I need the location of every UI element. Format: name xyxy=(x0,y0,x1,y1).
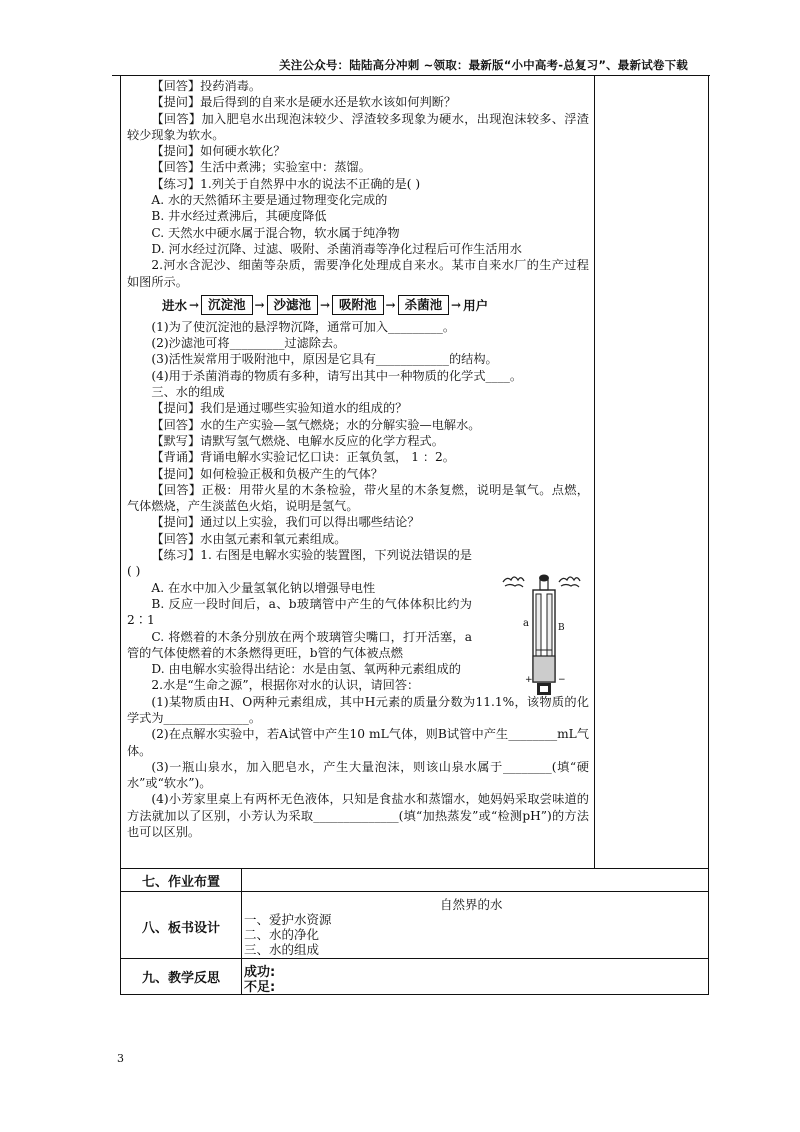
reflection-shortfall: 不足: xyxy=(244,980,276,995)
svg-text:+: + xyxy=(525,675,533,685)
answer-option: C. 天然水中硬水属于混合物，软水属于纯净物 xyxy=(151,225,400,240)
sub-question: (2)在点解水实验中，若A试管中产生10 mL气体，则B试管中产生________mL气体。 xyxy=(127,727,589,758)
flow-arrow: → xyxy=(320,297,331,312)
flow-arrow: → xyxy=(254,297,265,312)
tube-label-a: a xyxy=(523,618,529,629)
flow-arrow: → xyxy=(385,297,396,312)
sub-question: (1)某物质由H、O两种元素组成，其中H元素的质量分数为11.1%，该物质的化学式为______________。 xyxy=(127,694,589,725)
qa-paragraph: 【提问】最后得到的自来水是硬水还是软水该如何判断？ xyxy=(151,95,457,110)
board-item: 一、爱护水资源 xyxy=(244,912,332,927)
section-3-title: 三、水的组成 xyxy=(151,385,225,400)
qa-paragraph: 【练习】1.列关于自然界中水的说法不正确的是( ) xyxy=(151,176,421,191)
svg-text:−: − xyxy=(558,675,566,685)
practice-2 xyxy=(127,547,472,677)
qa-paragraph: 【提问】我们是通过哪些实验知道水的组成的？ xyxy=(151,401,408,416)
options-block-1 xyxy=(127,192,589,257)
table-row-line-3 xyxy=(120,958,709,959)
answer-option: D. 河水经过沉降、过滤、吸附、杀菌消毒等净化过程后可作生活用水 xyxy=(151,241,522,256)
lesson-content xyxy=(127,78,589,840)
tube-label-b: B xyxy=(558,623,565,633)
flow-step-sand-filter: 沙滤池 xyxy=(267,295,319,315)
flow-start: 进水 xyxy=(162,297,188,313)
qa-paragraph: 【回答】投药消毒。 xyxy=(151,79,262,93)
page-number: 3 xyxy=(117,1052,124,1065)
qa-paragraph: 【背诵】背诵电解水实验记忆口诀：正氧负氢， 1 ：2。 xyxy=(151,450,455,465)
qa-paragraph: 【回答】水由氢元素和氧元素组成。 xyxy=(151,531,347,546)
flow-step-adsorption: 吸附池 xyxy=(332,295,384,315)
flow-end: 用户 xyxy=(463,297,489,313)
table-border-right xyxy=(708,75,709,995)
sub-question: (3)一瓶山泉水，加入肥皂水，产生大量泡沫，则该山泉水属于________(填“硬水”或“软水”)。 xyxy=(127,759,589,791)
table-border-col xyxy=(241,868,242,995)
qa-paragraph: 【提问】如何硬水软化？ xyxy=(151,144,286,159)
sub-question: (4)用于杀菌消毒的物质有多种，请写出其中一种物质的化学式____。 xyxy=(151,368,523,383)
board-item: 二、水的净化 xyxy=(244,927,320,942)
qa-block-a xyxy=(127,78,589,192)
page-header: 关注公众号：陆陆高分冲刺 ~领取：最新版“小中高考-总复习”、最新试卷下载 xyxy=(279,58,688,72)
answer-option: C. 将燃着的木条分别放在两个玻璃管尖嘴口，打开活塞，a管的气体使燃着的木条燃得更旺，b管的气体被点燃 xyxy=(127,629,472,660)
answer-option: B. 井水经过煮沸后，其硬度降低 xyxy=(151,209,327,224)
question-2b-items xyxy=(127,694,589,841)
flow-arrow: → xyxy=(188,297,200,312)
practice-2-options xyxy=(127,580,472,678)
qa-paragraph: 【回答】水的生产实验—氢气燃烧；水的分解实验—电解水。 xyxy=(151,417,481,432)
sub-question: (2)沙滤池可将_________过滤除去。 xyxy=(151,336,346,351)
answer-option: A. 水的天然循环主要是通过物理变化完成的 xyxy=(151,193,388,208)
flow-step-sterilization: 杀菌池 xyxy=(398,295,450,315)
sub-question: (4)小芳家里桌上有两杯无色液体，只知是食盐水和蒸馏水，她妈妈采取尝味道的方法就加以了区别，小芳认为采取______________(填“加热蒸发”或“检测pH”)的方法也可以区别。 xyxy=(127,792,589,840)
practice-2-intro: 【练习】1. 右图是电解水实验的装置图，下列说法错误的是( ) xyxy=(127,548,472,579)
table-row-line-1 xyxy=(120,868,709,869)
flow-arrow: → xyxy=(451,297,462,312)
qa-paragraph: 【回答】加入肥皂水出现泡沫较少、浮渣较多现象为硬水，出现泡沫较多、浮渣较少现象为软水。 xyxy=(127,111,589,142)
question-2-items xyxy=(127,319,589,384)
answer-option: A. 在水中加入少量氢氧化钠以增强导电性 xyxy=(151,580,376,595)
sub-question: (1)为了使沉淀池的悬浮物沉降，通常可加入_________。 xyxy=(151,319,456,334)
row-label-reflection: 九、教学反思 xyxy=(141,971,220,986)
board-title: 自然界的水 xyxy=(440,897,503,912)
question-2-intro: 2.河水含泥沙、细菌等杂质，需要净化处理成自来水。某市自来水厂的生产过程如图所示。 xyxy=(127,258,589,289)
table-border-bottom xyxy=(120,994,709,995)
reflection-success: 成功: xyxy=(244,965,276,980)
qa-paragraph: 【提问】通过以上实验，我们可以得出哪些结论？ xyxy=(151,515,420,530)
row-label-homework: 七、作业布置 xyxy=(141,875,220,890)
flow-step-sedimentation: 沉淀池 xyxy=(201,295,253,315)
electrolysis-apparatus-figure xyxy=(497,570,587,700)
header-rule xyxy=(112,75,710,76)
board-item: 三、水的组成 xyxy=(244,942,320,957)
table-border-inner xyxy=(594,75,595,868)
table-border-left xyxy=(120,75,121,995)
qa-paragraph: 【回答】正极：用带火星的木条检验，带火星的木条复燃，说明是氧气。点燃，气体燃烧，产生淡蓝色火焰，说明是氢气。 xyxy=(127,482,589,514)
answer-option: B. 反应一段时间后，a、b玻璃管中产生的气体体积比约为2∶1 xyxy=(127,596,472,628)
table-row-line-2 xyxy=(120,891,709,892)
qa-paragraph: 【默写】请默写氢气燃烧、电解水反应的化学方程式。 xyxy=(151,433,444,448)
question-2b-intro: 2.水是“生命之源”，根据你对水的认识，请回答： xyxy=(151,678,420,693)
process-flow xyxy=(162,295,589,315)
qa-paragraph: 【回答】生活中煮沸；实验室中：蒸馏。 xyxy=(151,160,371,175)
sub-question: (3)活性炭常用于吸附池中，原因是它具有____________的结构。 xyxy=(151,352,498,367)
row-label-board: 八、板书设计 xyxy=(141,921,220,936)
qa-paragraph: 【提问】如何检验正极和负极产生的气体？ xyxy=(151,466,383,481)
qa-block-b xyxy=(127,400,589,547)
answer-option: D. 由电解水实验得出结论：水是由氢、氧两种元素组成的 xyxy=(151,662,461,677)
